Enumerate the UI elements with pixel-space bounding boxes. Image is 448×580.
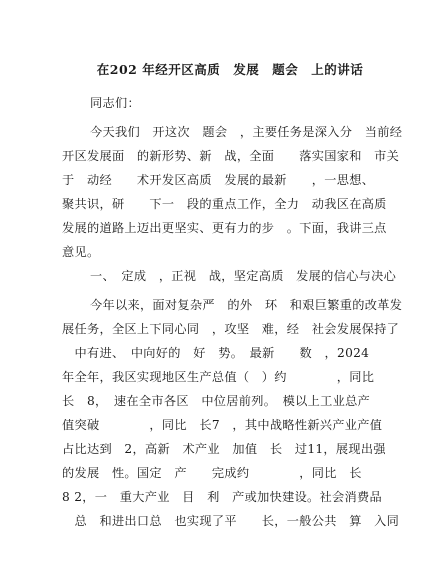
paragraph-2-line-2: 展任务，全区上下同心同 ，攻坚 难，经 社会发展保持了 [62,322,400,336]
paragraph-2-line-7: 占比达到 2，高新 术产业 加值 长 过11，展现出强 [62,442,386,456]
section-1-heading: 一、 定成 ，正视 战，坚定高质 发展的信心与决心 [90,269,397,283]
paragraph-1-line-2: 开区发展面 的新形势、新 战，全面 落实国家和 市关 [62,149,400,163]
paragraph-2-line-8: 的发展 性。国定 产 完成约 ，同比 长 [62,466,362,480]
paragraph-2-line-9: 8 2，一 重大产业 目 利 产或加快建设。社会消费品 [62,490,382,504]
paragraph-1-line-4: 聚共识，研 下一 段的重点工作，全力 动我区在高质 [62,197,387,211]
paragraph-2-line-3: 中有进、 中向好的 好 势。 最新 数 ，2024 [62,346,370,360]
paragraph-2-line-10: 总 和进出口总 也实现了平 长，一般公共 算 入同 [62,514,400,528]
paragraph-1-line-3: 于 动经 术开发区高质 发展的最新 ，一思想、 [62,173,375,187]
paragraph-2-line-6: 值突破 ，同比 长7 ，其中战略性新兴产业产值 [62,418,383,432]
paragraph-1-line-6: 意见。 [62,245,100,259]
paragraph-2-line-1: 今年以来，面对复杂严 的外 环 和艰巨繁重的改革发 [90,298,403,312]
paragraph-2-line-5: 长 8， 速在全市各区 中位居前列。 模以上工业总产 [62,394,371,408]
salutation: 同志们： [90,96,140,110]
paragraph-2-line-4: 年全年，我区实现地区生产总值（ ）约 ，同比 [62,370,375,384]
paragraph-1-line-1: 今天我们 开这次 题会 ，主要任务是深入分 当前经 [90,125,403,139]
document-title: 在202 年经开区高质 发展 题会 上的讲话 [96,62,364,77]
paragraph-1-line-5: 发展的道路上迈出更坚实、更有力的步 。下面，我讲三点 [62,221,387,235]
